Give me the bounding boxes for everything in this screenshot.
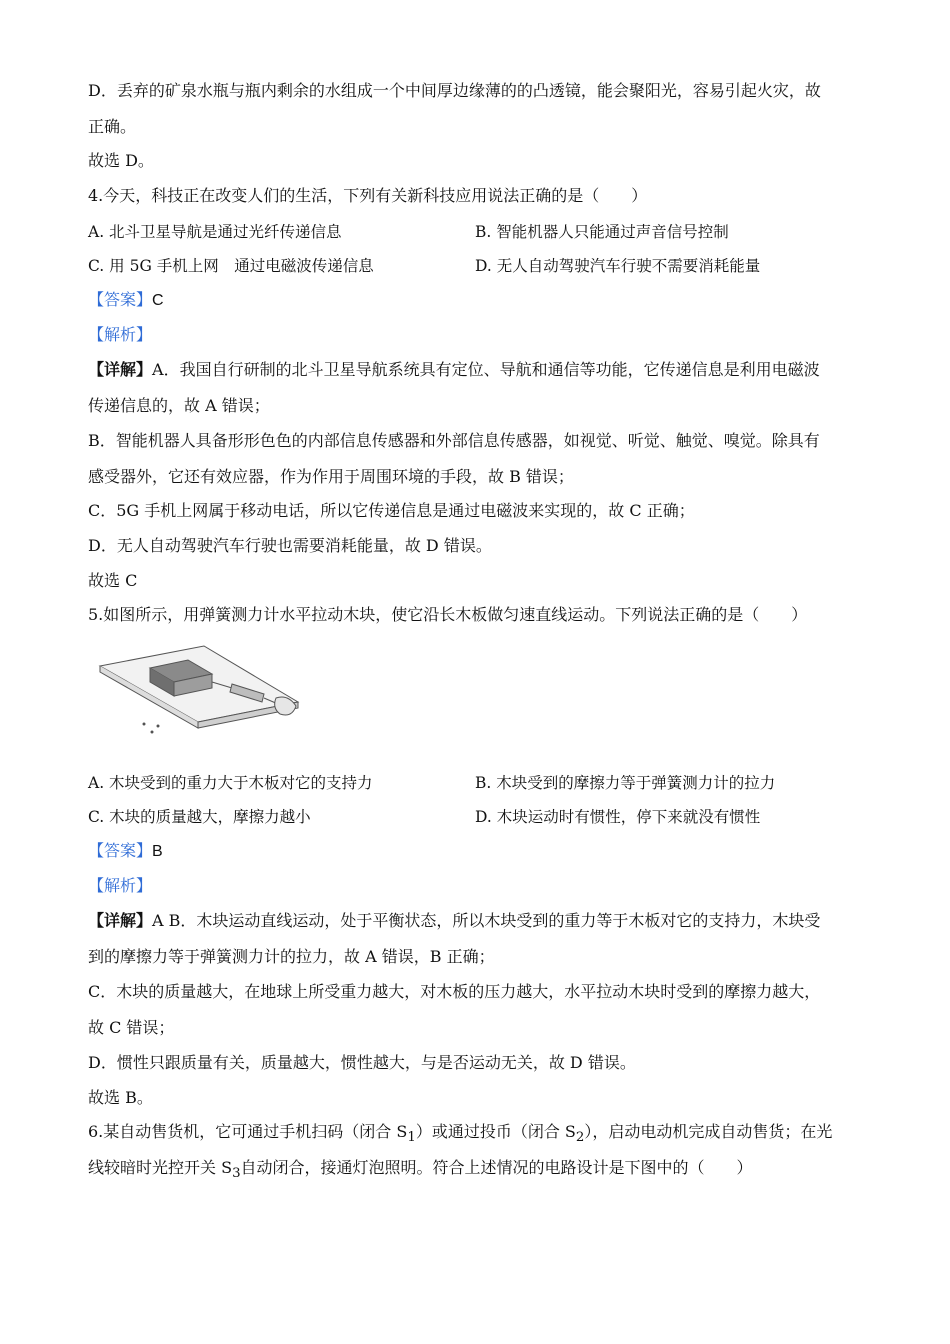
q6-text-b: ）或通过投币（闭合 S	[415, 1122, 576, 1141]
q5-stem: 5.如图所示，用弹簧测力计水平拉动木块，使它沿长木板做匀速直线运动。下列说法正确的是（ ）	[88, 605, 808, 624]
answer-value: B	[152, 843, 163, 860]
answer-tag: 【答案】	[88, 290, 153, 309]
q5-option-d: D. 木块运动时有惯性，停下来就没有惯性	[475, 808, 761, 826]
q6-stem-line-2	[88, 1158, 753, 1184]
q4-detail-line-4: 感受器外，它还有效应器，作为作用于周围环境的手段，故 B 错误；	[88, 467, 574, 486]
subscript-1: 1	[407, 1130, 416, 1146]
q5-option-c: C. 木块的质量越大，摩擦力越小	[88, 808, 311, 826]
q5-answer	[88, 841, 163, 862]
q4-answer	[88, 290, 164, 311]
q4-stem: 4.今天，科技正在改变人们的生活，下列有关新科技应用说法正确的是（ ）	[88, 186, 648, 205]
answer-value: C	[152, 292, 164, 309]
q6-text-d: 线较暗时光控开关 S	[88, 1158, 233, 1177]
q5-detail-line-1	[88, 911, 820, 931]
q4-analysis-tag: 【解析】	[88, 325, 153, 344]
q5-detail-line-4: 故 C 错误；	[88, 1018, 175, 1037]
q5-option-a: A. 木块受到的重力大于木板对它的支持力	[88, 774, 373, 792]
q5-detail-line-2: 到的摩擦力等于弹簧测力计的拉力，故 A 错误，B 正确；	[88, 947, 495, 966]
q4-option-a: A. 北斗卫星导航是通过光纤传递信息	[88, 223, 342, 241]
q4-option-d: D. 无人自动驾驶汽车行驶不需要消耗能量	[475, 257, 761, 275]
answer-tag: 【答案】	[88, 841, 153, 860]
q6-text-e: 自动闭合，接通灯泡照明。符合上述情况的电路设计是下图中的（ ）	[240, 1158, 753, 1177]
detail-text: A．我国自行研制的北斗卫星导航系统具有定位、导航和通信等功能，它传递信息是利用电磁波	[152, 360, 820, 379]
q3-conclusion: 故选 D。	[88, 151, 154, 170]
q6-text-c: ），启动电动机完成自动售货；在光	[584, 1122, 833, 1141]
q5-analysis-tag: 【解析】	[88, 876, 153, 895]
q4-conclusion: 故选 C	[88, 571, 138, 590]
detail-text: A B．木块运动直线运动，处于平衡状态，所以木块受到的重力等于木板对它的支持力，木块受	[152, 911, 821, 930]
q5-detail-line-3: C．木块的质量越大，在地球上所受重力越大，对木板的压力越大，水平拉动木块时受到的摩擦力越大，	[88, 982, 821, 1001]
q6-stem-line-1	[88, 1122, 832, 1148]
q4-detail-line-3: B．智能机器人具备形形色色的内部信息传感器和外部信息传感器，如视觉、听觉、触觉、嗅觉。除具有	[88, 431, 820, 450]
spring-scale-block-figure	[92, 640, 307, 740]
q3-explanation-line-2: 正确。	[88, 117, 137, 136]
subscript-2: 2	[575, 1130, 585, 1146]
q5-conclusion: 故选 B。	[88, 1088, 153, 1107]
q5-detail-line-5: D．惯性只跟质量有关，质量越大，惯性越大，与是否运动无关，故 D 错误。	[88, 1053, 636, 1072]
q4-detail-line-6: D．无人自动驾驶汽车行驶也需要消耗能量，故 D 错误。	[88, 536, 492, 555]
detail-tag: 【详解】	[88, 360, 153, 379]
q4-option-b: B. 智能机器人只能通过声音信号控制	[475, 223, 729, 241]
q6-text-a: 6.某自动售货机，它可通过手机扫码（闭合 S	[88, 1122, 408, 1141]
q4-detail-line-5: C．5G 手机上网属于移动电话，所以它传递信息是通过电磁波来实现的，故 C 正确；	[88, 501, 695, 520]
q3-explanation-line-1: D．丢弃的矿泉水瓶与瓶内剩余的水组成一个中间厚边缘薄的的凸透镜，能会聚阳光，容易引起火灾，故	[88, 81, 821, 100]
q5-option-b: B. 木块受到的摩擦力等于弹簧测力计的拉力	[475, 774, 776, 792]
subscript-3: 3	[232, 1166, 241, 1182]
q4-option-c: C. 用 5G 手机上网 通过电磁波传递信息	[88, 257, 374, 275]
detail-tag: 【详解】	[88, 911, 153, 930]
q4-detail-line-2: 传递信息的，故 A 错误；	[88, 396, 270, 415]
q4-detail-line-1	[88, 360, 820, 380]
